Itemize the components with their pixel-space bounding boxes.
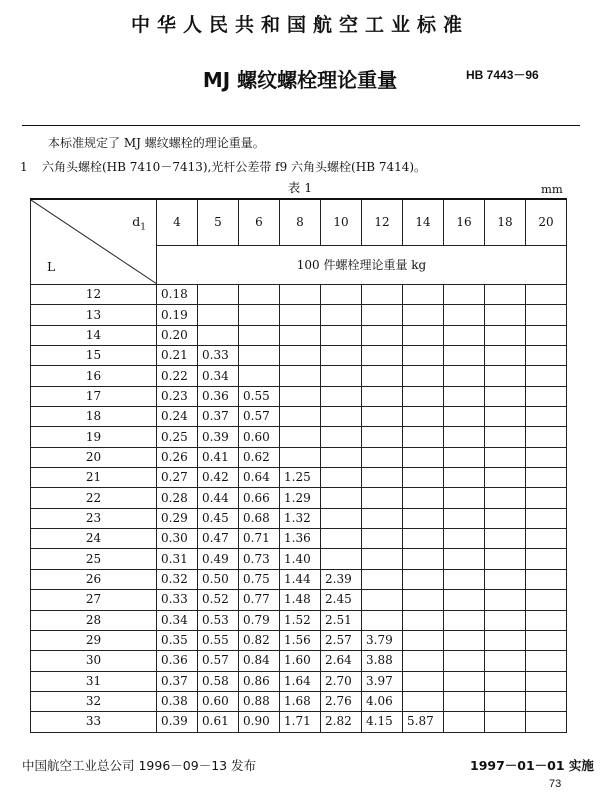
weight-cell	[526, 712, 567, 732]
weight-cell: 3.97	[362, 671, 403, 691]
table-row	[31, 386, 567, 406]
section-1	[20, 158, 426, 175]
weight-cell: 0.35	[157, 630, 198, 650]
weight-cell: 0.37	[198, 407, 239, 427]
weight-cell	[444, 529, 485, 549]
weight-cell	[403, 529, 444, 549]
weight-cell: 2.51	[321, 610, 362, 630]
length-label: L	[47, 259, 56, 274]
diameter-header-cell: 12	[362, 199, 403, 246]
weight-cell: 2.39	[321, 569, 362, 589]
length-cell: 27	[31, 590, 157, 610]
length-cell: 32	[31, 691, 157, 711]
weight-cell	[362, 468, 403, 488]
weight-cell	[403, 305, 444, 325]
table-row	[31, 569, 567, 589]
weight-cell	[403, 468, 444, 488]
weight-cell: 0.36	[198, 386, 239, 406]
weight-cell: 0.38	[157, 691, 198, 711]
weight-cell: 3.79	[362, 630, 403, 650]
document-title: MJ 螺纹螺栓理论重量	[202, 68, 398, 92]
weight-cell	[362, 610, 403, 630]
weight-cell	[526, 508, 567, 528]
weight-cell: 1.52	[280, 610, 321, 630]
weight-cell: 1.48	[280, 590, 321, 610]
weight-cell	[526, 651, 567, 671]
table-row	[31, 447, 567, 467]
weight-cell	[321, 366, 362, 386]
weight-cell	[403, 549, 444, 569]
weight-cell: 1.36	[280, 529, 321, 549]
weight-cell	[280, 325, 321, 345]
weight-cell	[485, 671, 526, 691]
weight-cell	[362, 285, 403, 305]
weight-cell	[321, 305, 362, 325]
weight-cell: 1.60	[280, 651, 321, 671]
weight-cell	[526, 569, 567, 589]
weight-cell: 0.77	[239, 590, 280, 610]
weight-cell	[403, 569, 444, 589]
weight-cell: 0.33	[157, 590, 198, 610]
table-row	[31, 285, 567, 305]
weight-cell	[485, 651, 526, 671]
weight-cell	[239, 305, 280, 325]
weight-cell: 0.26	[157, 447, 198, 467]
weight-cell	[485, 630, 526, 650]
weight-cell: 0.49	[198, 549, 239, 569]
weight-cell	[526, 610, 567, 630]
length-cell: 15	[31, 346, 157, 366]
weight-cell	[444, 549, 485, 569]
weight-cell	[321, 508, 362, 528]
weight-cell: 0.44	[198, 488, 239, 508]
weight-cell	[362, 590, 403, 610]
weight-cell	[280, 407, 321, 427]
weight-cell: 5.87	[403, 712, 444, 732]
effective-date: 1997－01－01 实施	[470, 758, 594, 773]
weight-cell	[485, 325, 526, 345]
weight-cell: 0.55	[239, 386, 280, 406]
weight-cell: 0.31	[157, 549, 198, 569]
weight-cell	[444, 427, 485, 447]
weight-cell	[444, 651, 485, 671]
weight-cell	[362, 407, 403, 427]
weight-cell	[403, 407, 444, 427]
weight-cell	[362, 366, 403, 386]
standard-code: HB 7443－96	[466, 68, 539, 82]
weight-cell	[444, 630, 485, 650]
length-cell: 14	[31, 325, 157, 345]
weight-cell: 0.82	[239, 630, 280, 650]
weight-cell	[362, 508, 403, 528]
weight-cell: 0.75	[239, 569, 280, 589]
weight-cell	[485, 488, 526, 508]
weight-cell: 0.20	[157, 325, 198, 345]
weight-cell	[526, 488, 567, 508]
table-row	[31, 671, 567, 691]
weight-cell	[280, 285, 321, 305]
diameter-header-cell: 6	[239, 199, 280, 246]
table-row	[31, 468, 567, 488]
weight-cell: 0.42	[198, 468, 239, 488]
length-cell: 24	[31, 529, 157, 549]
table-row	[31, 488, 567, 508]
weight-cell	[526, 427, 567, 447]
weight-cell	[444, 346, 485, 366]
weight-cell: 0.71	[239, 529, 280, 549]
table-row	[31, 529, 567, 549]
weight-cell	[280, 386, 321, 406]
table-row	[31, 508, 567, 528]
weight-cell: 0.84	[239, 651, 280, 671]
weight-cell: 0.23	[157, 386, 198, 406]
weight-cell	[239, 346, 280, 366]
weight-cell	[362, 305, 403, 325]
section-text: 六角头螺栓(HB 7410－7413),光杆公差带 f9 六角头螺栓(HB 7414)。	[42, 160, 427, 174]
weight-cell: 2.70	[321, 671, 362, 691]
weight-cell	[444, 671, 485, 691]
diameter-header-cell: 10	[321, 199, 362, 246]
section-number: 1	[20, 160, 28, 174]
weight-cell	[485, 549, 526, 569]
weight-cell: 0.90	[239, 712, 280, 732]
weight-cell: 1.64	[280, 671, 321, 691]
corner-cell	[31, 199, 157, 285]
diameter-header-cell: 5	[198, 199, 239, 246]
intro-paragraph: 本标准规定了 MJ 螺纹螺栓的理论重量。	[48, 136, 265, 150]
table-row	[31, 325, 567, 345]
length-cell: 31	[31, 671, 157, 691]
weight-cell	[444, 712, 485, 732]
weight-cell	[444, 366, 485, 386]
weight-cell	[526, 325, 567, 345]
weight-cell	[485, 366, 526, 386]
weight-cell	[444, 569, 485, 589]
weight-cell: 1.40	[280, 549, 321, 569]
weight-cell	[403, 386, 444, 406]
weight-cell: 0.52	[198, 590, 239, 610]
table-row	[31, 366, 567, 386]
weight-cell: 2.57	[321, 630, 362, 650]
weight-cell	[321, 468, 362, 488]
diameter-header-cell: 16	[444, 199, 485, 246]
length-cell: 30	[31, 651, 157, 671]
weight-cell	[485, 447, 526, 467]
weight-cell: 0.29	[157, 508, 198, 528]
weight-cell	[403, 285, 444, 305]
weight-cell	[444, 447, 485, 467]
weight-cell: 0.66	[239, 488, 280, 508]
weight-cell: 0.47	[198, 529, 239, 549]
weight-cell	[444, 305, 485, 325]
weight-cell	[321, 325, 362, 345]
weight-cell	[485, 569, 526, 589]
diameter-header-row	[31, 199, 567, 246]
weight-cell	[526, 285, 567, 305]
weight-cell	[403, 691, 444, 711]
length-cell: 19	[31, 427, 157, 447]
weight-cell: 0.88	[239, 691, 280, 711]
table-row	[31, 346, 567, 366]
weight-cell: 2.64	[321, 651, 362, 671]
weight-cell: 1.25	[280, 468, 321, 488]
weight-cell	[485, 712, 526, 732]
weight-cell: 0.22	[157, 366, 198, 386]
weight-cell	[485, 691, 526, 711]
weight-cell: 1.44	[280, 569, 321, 589]
weight-cell	[403, 651, 444, 671]
weight-cell: 4.06	[362, 691, 403, 711]
weight-cell	[239, 325, 280, 345]
weight-cell	[280, 366, 321, 386]
weight-cell: 0.50	[198, 569, 239, 589]
weight-cell: 0.45	[198, 508, 239, 528]
weight-cell	[362, 529, 403, 549]
weight-cell	[403, 610, 444, 630]
weight-cell: 0.19	[157, 305, 198, 325]
weight-cell	[403, 325, 444, 345]
weight-cell	[444, 285, 485, 305]
weight-cell	[362, 325, 403, 345]
length-cell: 26	[31, 569, 157, 589]
weight-cell: 0.33	[198, 346, 239, 366]
weight-cell	[526, 630, 567, 650]
weight-cell	[526, 447, 567, 467]
weight-cell	[444, 590, 485, 610]
weight-cell: 1.68	[280, 691, 321, 711]
weight-cell	[444, 407, 485, 427]
weight-cell	[321, 407, 362, 427]
weight-cell: 0.53	[198, 610, 239, 630]
length-cell: 25	[31, 549, 157, 569]
weight-cell	[444, 691, 485, 711]
weight-cell	[526, 691, 567, 711]
diameter-header-cell: 20	[526, 199, 567, 246]
length-cell: 21	[31, 468, 157, 488]
weight-cell	[403, 346, 444, 366]
weight-cell	[485, 468, 526, 488]
weight-cell: 2.76	[321, 691, 362, 711]
weight-cell	[239, 285, 280, 305]
table-row	[31, 691, 567, 711]
weight-cell: 0.68	[239, 508, 280, 528]
table-row	[31, 407, 567, 427]
weight-cell	[526, 407, 567, 427]
weight-table	[30, 198, 567, 733]
weight-cell	[526, 671, 567, 691]
weight-cell: 2.82	[321, 712, 362, 732]
weight-cell	[362, 386, 403, 406]
weight-cell	[321, 488, 362, 508]
weight-cell	[403, 366, 444, 386]
weight-cell	[321, 285, 362, 305]
weight-cell	[485, 590, 526, 610]
weight-cell	[526, 529, 567, 549]
weight-cell	[444, 610, 485, 630]
weight-cell: 0.32	[157, 569, 198, 589]
weight-cell	[403, 488, 444, 508]
weight-cell	[403, 447, 444, 467]
weight-cell: 0.34	[198, 366, 239, 386]
weight-cell	[239, 366, 280, 386]
length-cell: 12	[31, 285, 157, 305]
table-unit: mm	[541, 182, 563, 196]
weight-cell: 0.64	[239, 468, 280, 488]
weight-cell	[526, 366, 567, 386]
weight-cell	[403, 590, 444, 610]
weight-cell: 0.34	[157, 610, 198, 630]
header-rule	[22, 125, 580, 126]
length-cell: 17	[31, 386, 157, 406]
diameter-header-cell: 18	[485, 199, 526, 246]
weight-cell	[485, 427, 526, 447]
weight-cell: 0.60	[239, 427, 280, 447]
weight-cell	[485, 285, 526, 305]
length-cell: 23	[31, 508, 157, 528]
weight-cell	[362, 447, 403, 467]
weight-cell: 0.57	[198, 651, 239, 671]
weight-cell: 0.30	[157, 529, 198, 549]
weight-cell	[485, 529, 526, 549]
weight-cell	[321, 447, 362, 467]
weight-cell	[444, 488, 485, 508]
weight-cell: 0.18	[157, 285, 198, 305]
weight-cell	[485, 305, 526, 325]
weight-label-cell: 100 件螺栓理论重量 kg	[157, 246, 567, 285]
weight-cell: 0.86	[239, 671, 280, 691]
weight-cell: 0.55	[198, 630, 239, 650]
weight-cell	[321, 427, 362, 447]
weight-cell	[444, 325, 485, 345]
weight-cell: 1.29	[280, 488, 321, 508]
weight-cell: 0.27	[157, 468, 198, 488]
weight-cell	[526, 305, 567, 325]
table-row	[31, 651, 567, 671]
weight-cell	[526, 468, 567, 488]
weight-cell	[485, 346, 526, 366]
weight-cell: 0.21	[157, 346, 198, 366]
weight-cell	[403, 671, 444, 691]
weight-cell	[362, 427, 403, 447]
weight-cell: 1.32	[280, 508, 321, 528]
weight-cell	[362, 346, 403, 366]
weight-cell	[444, 468, 485, 488]
weight-cell	[526, 549, 567, 569]
weight-cell	[403, 427, 444, 447]
weight-cell	[403, 630, 444, 650]
weight-cell: 4.15	[362, 712, 403, 732]
weight-cell	[526, 386, 567, 406]
weight-cell: 0.39	[198, 427, 239, 447]
weight-cell	[280, 427, 321, 447]
weight-cell: 0.28	[157, 488, 198, 508]
table-row	[31, 305, 567, 325]
weight-cell	[362, 569, 403, 589]
diameter-header-cell: 8	[280, 199, 321, 246]
weight-cell: 0.37	[157, 671, 198, 691]
weight-cell	[526, 346, 567, 366]
table-title: 表 1	[287, 180, 313, 195]
weight-cell: 1.56	[280, 630, 321, 650]
weight-cell: 0.61	[198, 712, 239, 732]
weight-cell	[321, 529, 362, 549]
weight-cell	[403, 508, 444, 528]
length-cell: 20	[31, 447, 157, 467]
weight-cell: 1.71	[280, 712, 321, 732]
weight-cell: 0.79	[239, 610, 280, 630]
weight-cell	[485, 407, 526, 427]
weight-cell	[526, 590, 567, 610]
diameter-label: $d_1$	[132, 214, 146, 233]
weight-cell	[485, 610, 526, 630]
length-cell: 13	[31, 305, 157, 325]
table-row	[31, 630, 567, 650]
weight-cell: 0.60	[198, 691, 239, 711]
weight-cell	[280, 346, 321, 366]
length-cell: 33	[31, 712, 157, 732]
weight-cell: 0.73	[239, 549, 280, 569]
weight-cell: 0.41	[198, 447, 239, 467]
weight-cell	[198, 305, 239, 325]
diameter-header-cell: 14	[403, 199, 444, 246]
length-cell: 16	[31, 366, 157, 386]
length-cell: 29	[31, 630, 157, 650]
weight-cell	[485, 386, 526, 406]
table-row	[31, 610, 567, 630]
weight-cell	[280, 305, 321, 325]
weight-cell: 3.88	[362, 651, 403, 671]
page-number: 73	[549, 778, 562, 790]
standard-category-header: 中华人民共和国航空工业标准	[130, 14, 469, 36]
diameter-header-cell: 4	[157, 199, 198, 246]
weight-cell	[362, 549, 403, 569]
weight-cell	[444, 508, 485, 528]
weight-cell	[444, 386, 485, 406]
weight-cell: 0.57	[239, 407, 280, 427]
weight-cell	[321, 386, 362, 406]
weight-cell	[280, 447, 321, 467]
length-cell: 22	[31, 488, 157, 508]
weight-cell: 0.24	[157, 407, 198, 427]
weight-cell	[362, 488, 403, 508]
table-row	[31, 549, 567, 569]
weight-cell: 0.36	[157, 651, 198, 671]
weight-cell: 0.25	[157, 427, 198, 447]
weight-cell: 2.45	[321, 590, 362, 610]
table-row	[31, 712, 567, 732]
length-cell: 28	[31, 610, 157, 630]
weight-cell	[321, 346, 362, 366]
weight-cell: 0.39	[157, 712, 198, 732]
weight-cell	[321, 549, 362, 569]
table-row	[31, 590, 567, 610]
issued-by: 中国航空工业总公司 1996－09－13 发布	[22, 758, 257, 773]
weight-cell	[485, 508, 526, 528]
weight-cell: 0.58	[198, 671, 239, 691]
table-row	[31, 427, 567, 447]
weight-cell	[198, 325, 239, 345]
length-cell: 18	[31, 407, 157, 427]
weight-cell: 0.62	[239, 447, 280, 467]
weight-cell	[198, 285, 239, 305]
